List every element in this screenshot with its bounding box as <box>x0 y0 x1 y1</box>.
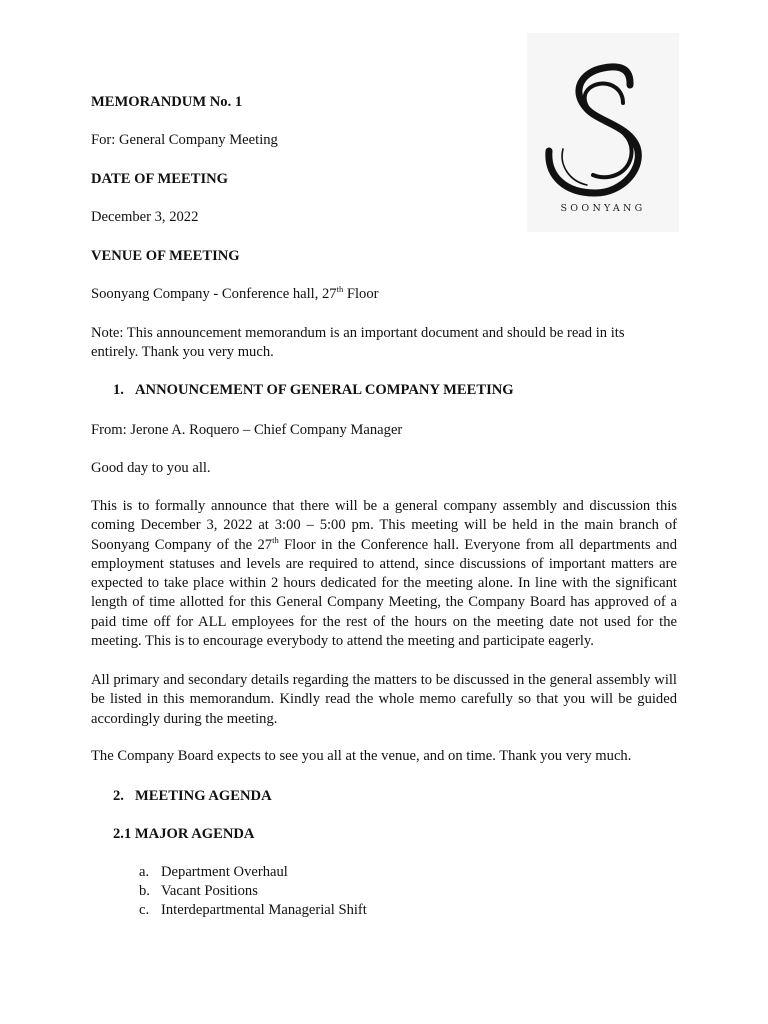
venue-superscript: th <box>336 284 344 295</box>
section-2-number: 2. <box>113 788 124 804</box>
section-1-title: ANNOUNCEMENT OF GENERAL COMPANY MEETING <box>135 382 514 398</box>
agenda-item-text: Vacant Positions <box>161 883 258 899</box>
details-paragraph: All primary and secondary details regarding the matters to be discussed in the general assembly will be listed in this memorandum. Kindly read the whole memo carefully so that you will be guided accordingly during the meeting. <box>91 672 677 727</box>
closing-line: The Company Board expects to see you all at the venue, and on time. Thank you very much. <box>91 748 632 764</box>
double-s-monogram-icon <box>527 33 679 203</box>
agenda-item-text: Department Overhaul <box>161 864 288 880</box>
section-1-heading <box>113 381 514 400</box>
company-logo <box>527 33 679 232</box>
venue-value <box>91 285 379 304</box>
venue-text-end: Floor <box>343 286 379 302</box>
venue-text: Soonyang Company - Conference hall, 27 <box>91 286 337 302</box>
agenda-item <box>139 901 367 920</box>
announcement-text-cont: Floor in the Conference hall. Everyone from all departments and employment statuses and levels are required to attend, since discussions of important matters are expected to take place within 2 hours dedicated for the meeting alone. In line with the significant length of time allotted for this General Company Meeting, the Company Board has approved of a paid time off for ALL employees for the rest of the hours on the meeting date not used for the meeting. This is to encourage everybody to attend the meeting and participate eagerly. <box>91 536 677 650</box>
section-1-number: 1. <box>113 382 124 398</box>
agenda-item <box>139 863 288 882</box>
date-value: December 3, 2022 <box>91 209 199 225</box>
from-line: From: Jerone A. Roquero – Chief Company Manager <box>91 422 403 438</box>
agenda-item-marker: a. <box>139 864 150 880</box>
announcement-paragraph <box>91 497 677 651</box>
major-agenda-heading: 2.1 MAJOR AGENDA <box>113 826 255 842</box>
agenda-item <box>139 882 258 901</box>
date-heading: DATE OF MEETING <box>91 171 229 187</box>
announcement-superscript: th <box>272 534 279 545</box>
venue-heading: VENUE OF MEETING <box>91 248 240 264</box>
section-2-heading <box>113 787 272 806</box>
memo-title: MEMORANDUM No. 1 <box>91 94 243 110</box>
section-2-title: MEETING AGENDA <box>135 788 272 804</box>
greeting: Good day to you all. <box>91 460 211 476</box>
agenda-item-marker: b. <box>139 883 150 899</box>
logo-wordmark: SOONYANG <box>560 203 646 214</box>
memo-note: Note: This announcement memorandum is an important document and should be read in its entirely. Thank you very much. <box>91 325 625 361</box>
announcement-text: This is to formally announce that there will be a general company assembly and discussion this coming December 3, 2022 at 3:00 – 5:00 pm. This meeting will be held in the main branch of Soonyang Company of the 27 <box>91 498 677 553</box>
memo-for-line: For: General Company Meeting <box>91 132 278 148</box>
agenda-item-text: Interdepartmental Managerial Shift <box>161 902 367 918</box>
agenda-item-marker: c. <box>139 902 150 918</box>
